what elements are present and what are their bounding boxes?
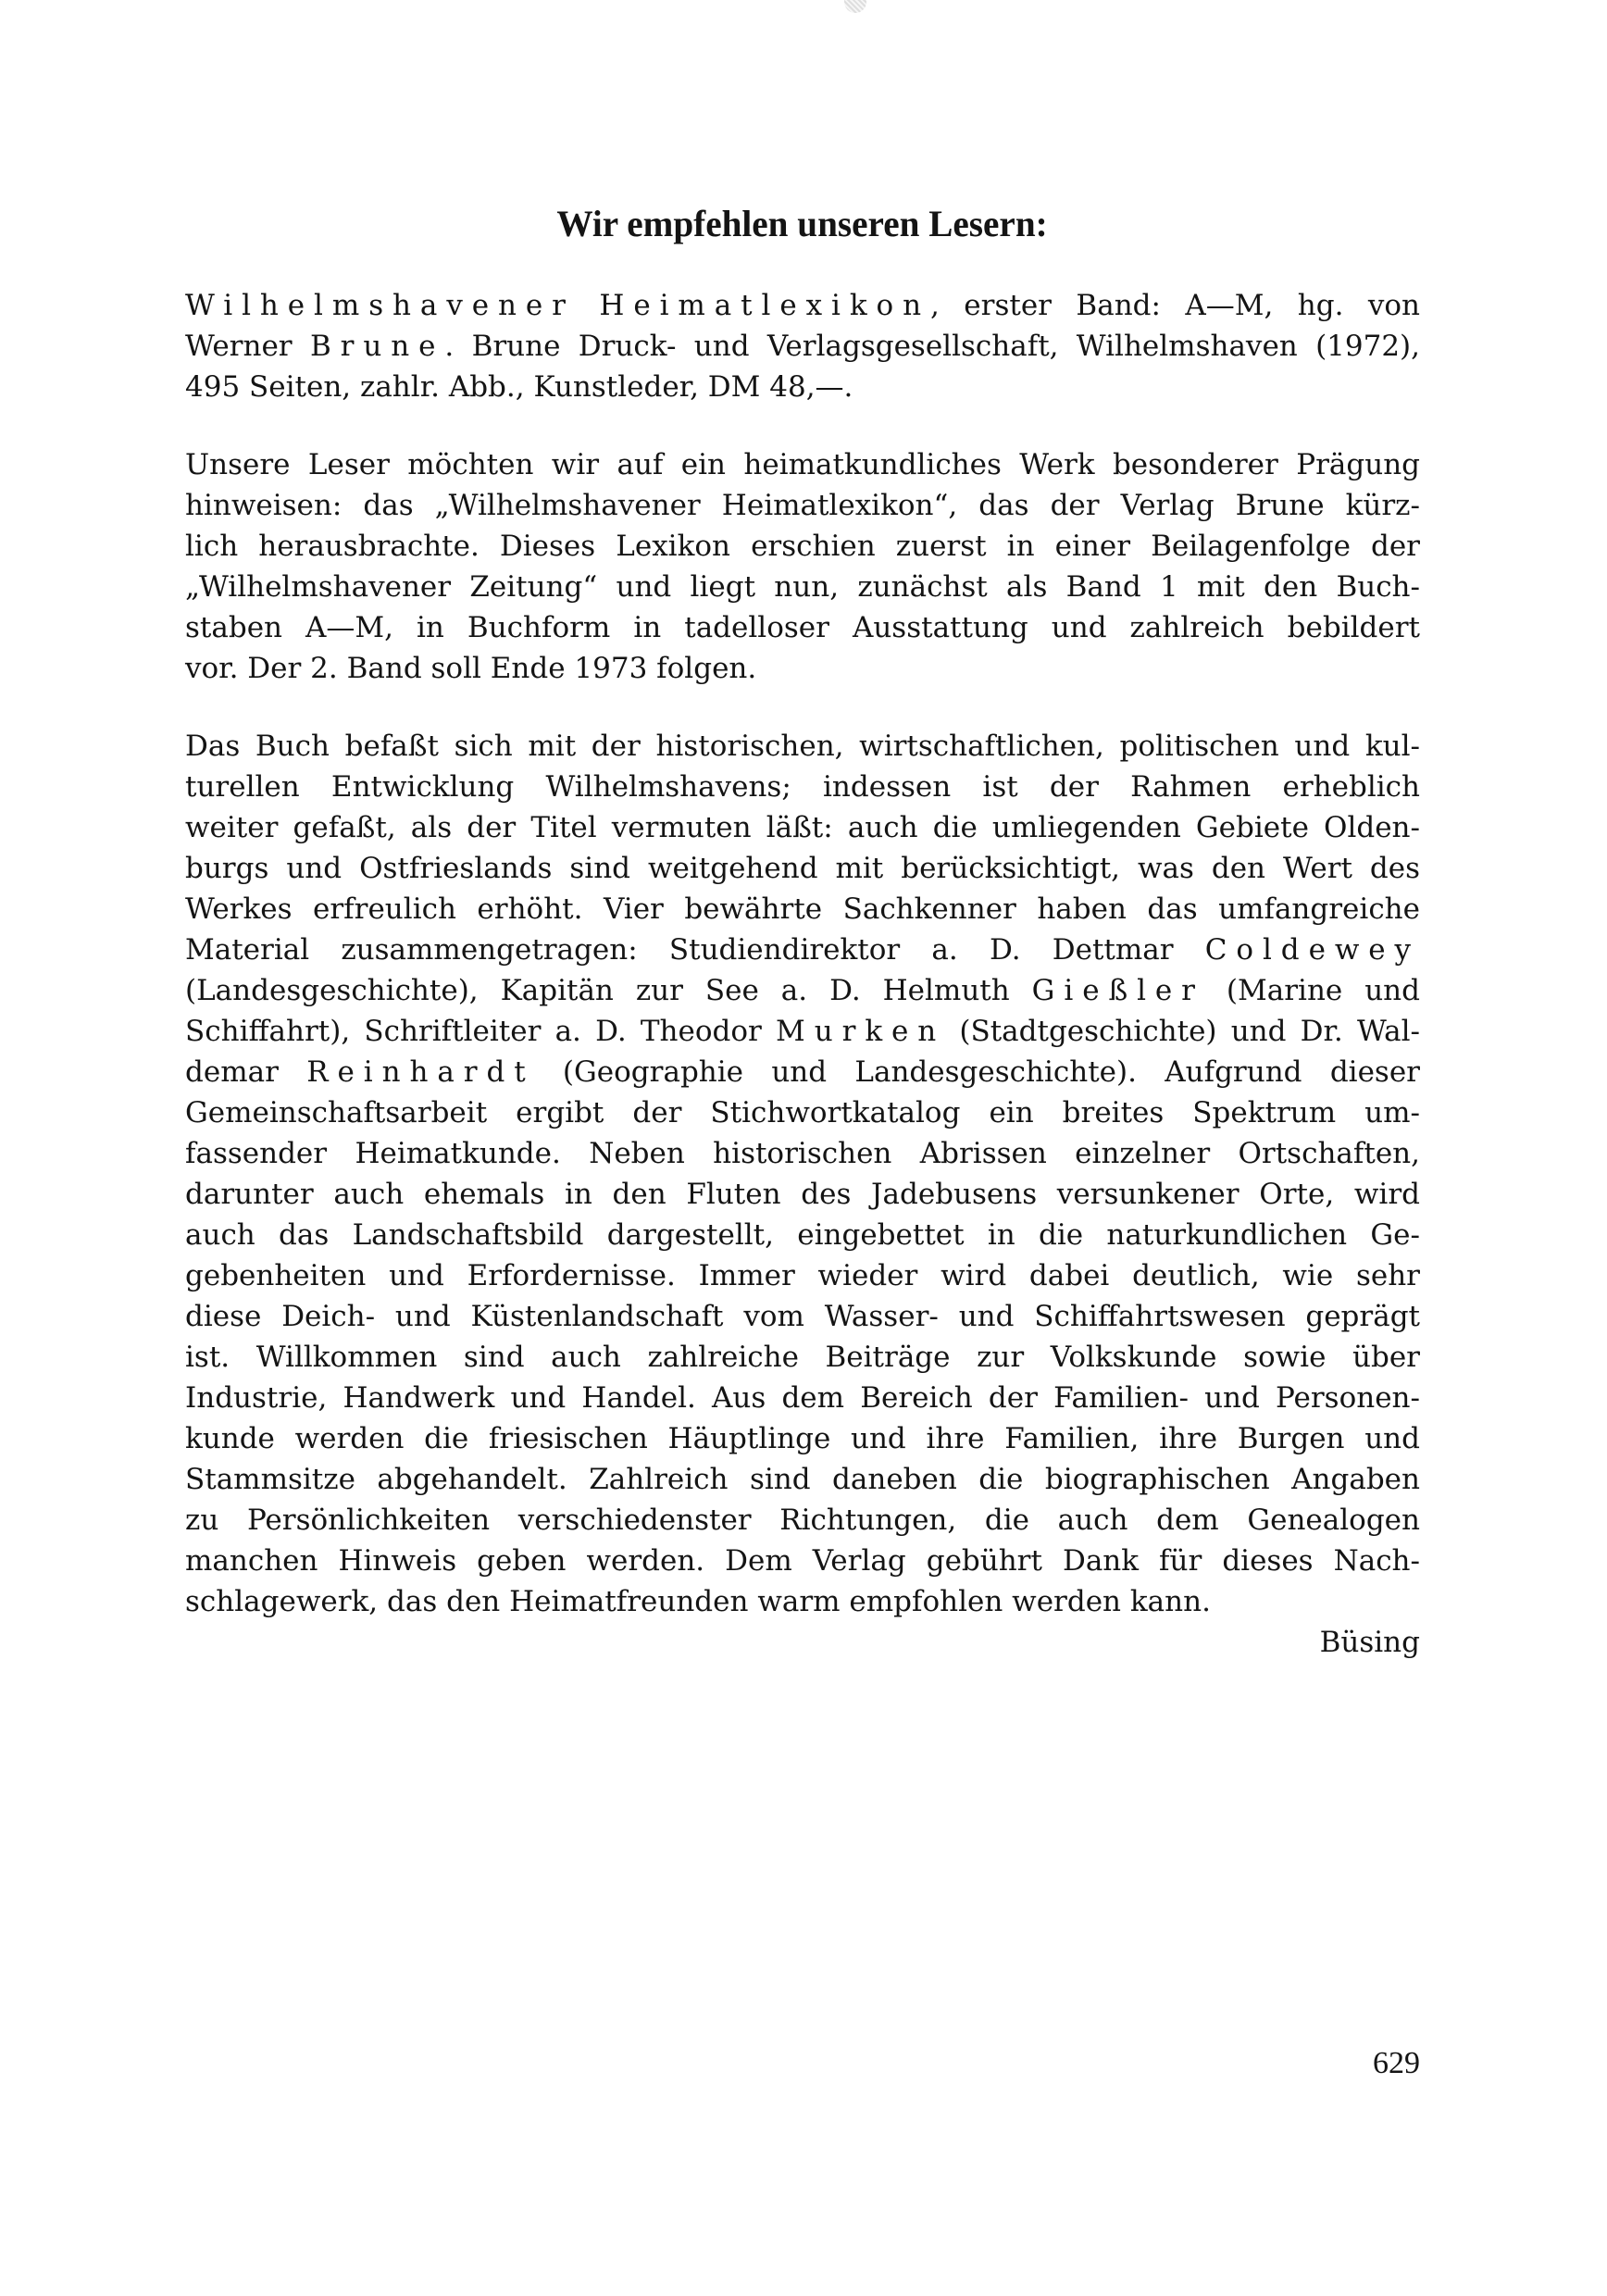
text-line: auch das Landschaftsbild dargestellt, eingebettet in die naturkundlichen Ge- bbox=[185, 1218, 1420, 1252]
paragraph-gap bbox=[185, 689, 1420, 726]
text-line: diese Deich- und Küstenlandschaft vom Wasser- und Schiffahrtswesen geprägt bbox=[185, 1300, 1420, 1333]
text-line: Das Buch befaßt sich mit der historischen, wirtschaftlichen, politischen und kul- bbox=[185, 730, 1420, 763]
text-line: fassender Heimatkunde. Neben historischen Abrissen einzelner Ortschaften, bbox=[185, 1137, 1420, 1170]
page-number: 629 bbox=[1373, 2046, 1420, 2080]
text-line: gebenheiten und Erfordernisse. Immer wieder wird dabei deutlich, wie sehr bbox=[185, 1259, 1420, 1292]
text-line: Schiffahrt), Schriftleiter a. D. Theodor Murken (Stadtgeschichte) und Dr. Wal- bbox=[185, 1015, 1420, 1048]
article-body bbox=[185, 285, 1420, 1663]
scan-artifact bbox=[844, 0, 866, 13]
text-line: lich herausbrachte. Dieses Lexikon erschien zuerst in einer Beilagenfolge der bbox=[185, 530, 1420, 563]
author-name-coldewey: Coldewey bbox=[1204, 933, 1420, 967]
text-line: Stammsitze abgehandelt. Zahlreich sind daneben die biographischen Angaben bbox=[185, 1463, 1420, 1496]
text-line: hinweisen: das „Wilhelmshavener Heimatlexikon“, das der Verlag Brune kürz- bbox=[185, 489, 1420, 522]
author-signature: Büsing bbox=[1319, 1626, 1420, 1659]
text-line: schlagewerk, das den Heimatfreunden warm empfohlen werden kann. bbox=[185, 1585, 1211, 1618]
book-title-part-2: Heimatlexikon bbox=[599, 289, 931, 322]
author-name-reinhardt: Reinhardt bbox=[306, 1055, 535, 1089]
text-line: Material zusammengetragen: Studiendirektor a. D. Dettmar Coldewey bbox=[185, 933, 1420, 967]
citation-line: Werner Brune. Brune Druck- und Verlagsgesellschaft, Wilhelmshaven (1972), bbox=[185, 330, 1420, 363]
text-line: darunter auch ehemals in den Fluten des Jadebusens versunkener Orte, wird bbox=[185, 1178, 1420, 1211]
text-line: Werkes erfreulich erhöht. Vier bewährte Sachkenner haben das umfangreiche bbox=[185, 892, 1420, 926]
text-line: staben A—M, in Buchform in tadelloser Ausstattung und zahlreich bebildert bbox=[185, 611, 1420, 644]
text-line: Gemeinschaftsarbeit ergibt der Stichwortkatalog ein breites Spektrum um- bbox=[185, 1096, 1420, 1129]
paragraph-gap bbox=[185, 407, 1420, 444]
paragraph-intro bbox=[185, 444, 1420, 689]
text-line: „Wilhelmshavener Zeitung“ und liegt nun, zunächst als Band 1 mit den Buch- bbox=[185, 570, 1420, 604]
text-line: burgs und Ostfrieslands sind weitgehend mit berücksichtigt, was den Wert des bbox=[185, 852, 1420, 885]
author-name-murken: Murken bbox=[776, 1015, 946, 1048]
text-line: weiter gefaßt, als der Titel vermuten läßt: auch die umliegenden Gebiete Olden- bbox=[185, 811, 1420, 844]
page-title: Wir empfehlen unseren Lesern: bbox=[556, 203, 1049, 244]
text-line: (Landesgeschichte), Kapitän zur See a. D. Helmuth Gießler (Marine und bbox=[185, 974, 1420, 1007]
text-line: ist. Willkommen sind auch zahlreiche Beiträge zur Volkskunde sowie über bbox=[185, 1341, 1420, 1374]
text-line: turellen Entwicklung Wilhelmshavens; indessen ist der Rahmen erheblich bbox=[185, 770, 1420, 804]
text-line: demar Reinhardt (Geographie und Landesgeschichte). Aufgrund dieser bbox=[185, 1055, 1420, 1089]
text-line: zu Persönlichkeiten verschiedenster Richtungen, die auch dem Genealogen bbox=[185, 1504, 1420, 1537]
author-name-giessler: Gießler bbox=[1031, 974, 1204, 1007]
text-line: vor. Der 2. Band soll Ende 1973 folgen. bbox=[185, 652, 757, 685]
paragraph-review bbox=[185, 726, 1420, 1663]
text-line: Industrie, Handwerk und Handel. Aus dem Bereich der Familien- und Personen- bbox=[185, 1381, 1420, 1415]
book-citation bbox=[185, 285, 1420, 407]
editor-name: Brune bbox=[309, 330, 445, 363]
citation-line: Wilhelmshavener Heimatlexikon, erster Band: A—M, hg. von bbox=[185, 289, 1421, 322]
text-line: Unsere Leser möchten wir auf ein heimatkundliches Werk besonderer Prägung bbox=[185, 448, 1420, 481]
text-line: manchen Hinweis geben werden. Dem Verlag gebührt Dank für dieses Nach- bbox=[185, 1544, 1420, 1578]
citation-line: 495 Seiten, zahlr. Abb., Kunstleder, DM 48,—. bbox=[185, 370, 853, 404]
text-line: kunde werden die friesischen Häuptlinge und ihre Familien, ihre Burgen und bbox=[185, 1422, 1420, 1455]
book-title-part-1: Wilhelmshavener bbox=[185, 289, 575, 322]
